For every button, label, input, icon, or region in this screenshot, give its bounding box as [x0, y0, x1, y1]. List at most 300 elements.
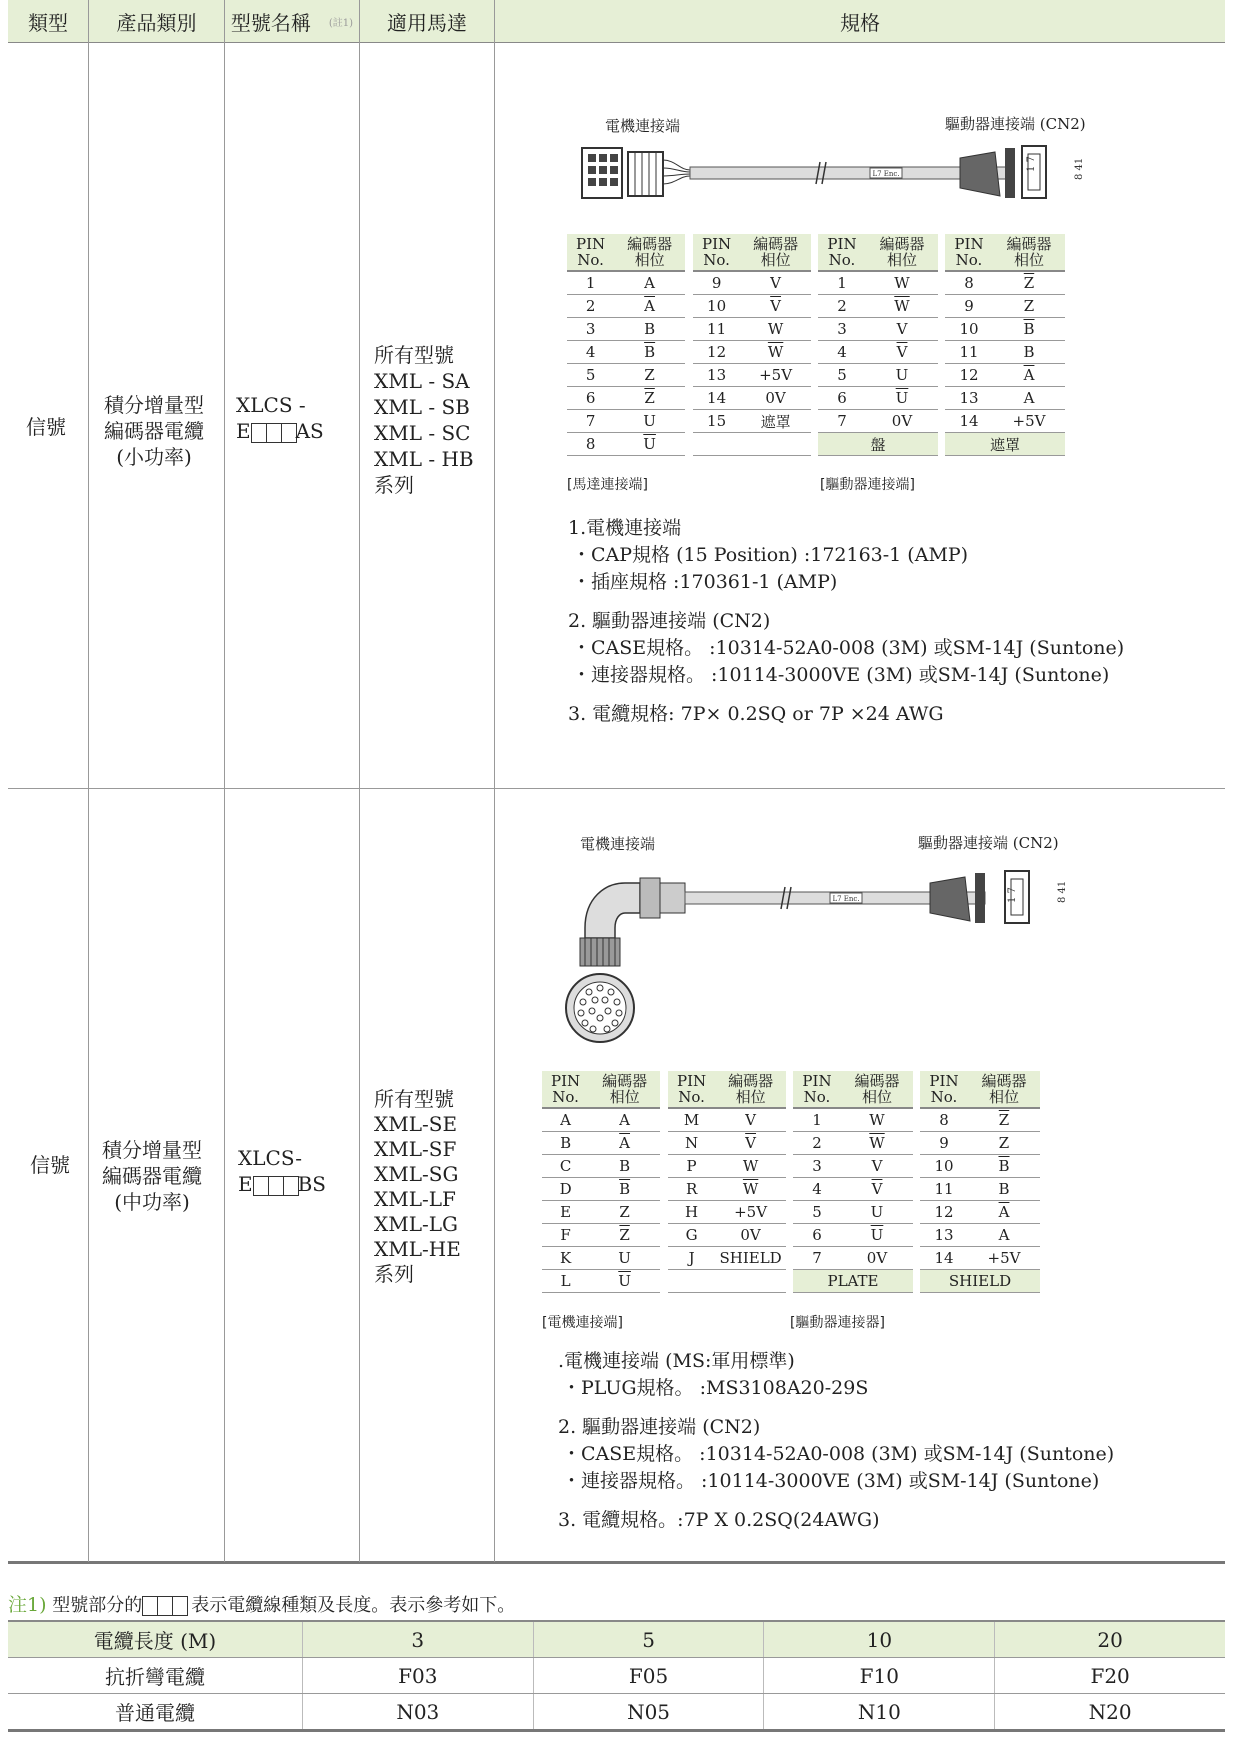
col-divider-4	[494, 0, 495, 1562]
pin-number: 15	[693, 410, 740, 433]
pin-number: 4	[793, 1178, 841, 1201]
table-row	[567, 318, 685, 341]
pin-number: 3	[567, 318, 614, 341]
pin-header-label: 編碼器	[854, 1072, 900, 1090]
pin-phase-value: SHIELD	[719, 1249, 782, 1267]
pin-table-footer: PLATE	[793, 1270, 913, 1293]
pin-number: E	[542, 1201, 589, 1224]
table-row	[920, 1132, 1040, 1155]
table-row	[668, 1132, 786, 1155]
table-row	[920, 1201, 1040, 1224]
motor-item: XML-LG	[374, 1212, 459, 1236]
table-row	[818, 433, 938, 456]
pin-number: B	[542, 1132, 589, 1155]
spec-line: .電機連接端 (MS:軍用標準)	[558, 1350, 795, 1372]
motor-item: XML - SB	[374, 395, 470, 419]
table-row	[542, 1201, 660, 1224]
header-spec: 規格	[495, 0, 1225, 42]
length-cell: F05	[533, 1658, 764, 1694]
pin-phase-value: V	[896, 320, 908, 338]
row2-pin-nums-b: 8 41	[1057, 880, 1068, 903]
motor-item: 系列	[374, 473, 414, 497]
pin-header-label: PIN	[802, 1072, 832, 1090]
pin-number: 7	[818, 410, 866, 433]
motor-item: XML - HB	[374, 447, 474, 471]
table-row	[920, 1247, 1040, 1270]
length-cell: N05	[533, 1694, 764, 1731]
pin-phase-value: $\overline{B}$	[1023, 320, 1035, 338]
table-row	[668, 1270, 786, 1293]
row2-pin-nums-a: 1 7	[1007, 887, 1018, 903]
encoder-phase-header	[740, 234, 811, 271]
table-row	[542, 1224, 660, 1247]
pin-phase-value: $\overline{V}$	[745, 1134, 757, 1152]
table-row	[945, 271, 1065, 295]
length-header-cell: 3	[302, 1621, 533, 1658]
length-cell: F03	[302, 1658, 533, 1694]
pin-number: 4	[818, 341, 866, 364]
spec-line: 2. 驅動器連接端 (CN2)	[568, 610, 771, 632]
table-row	[542, 1178, 660, 1201]
pin-no-header	[920, 1071, 968, 1108]
table-row	[567, 410, 685, 433]
pin-phase-value: W	[767, 320, 784, 338]
table-row	[945, 387, 1065, 410]
table-row	[818, 387, 938, 410]
length-cell: N03	[302, 1694, 533, 1731]
footnote-label: 注1)	[8, 1594, 47, 1616]
pin-phase	[614, 341, 685, 364]
pin-phase-value: A	[998, 1226, 1010, 1244]
pin-phase	[866, 341, 938, 364]
pin-no-header	[693, 234, 740, 271]
pin-header-label: 相位	[886, 251, 917, 269]
pin-header-label: 編碼器	[981, 1072, 1027, 1090]
pin-phase	[589, 1108, 660, 1132]
pin-phase-value: 遮罩	[760, 412, 791, 431]
placeholder-box	[172, 1596, 188, 1616]
header-type: 類型	[8, 0, 88, 42]
pin-number: 13	[693, 364, 740, 387]
pin-no-header	[668, 1071, 715, 1108]
length-cell: F10	[764, 1658, 995, 1694]
pin-number: 8	[945, 271, 993, 295]
pin-table	[793, 1071, 913, 1293]
pin-phase	[993, 364, 1065, 387]
row1-model-e: E	[236, 419, 251, 443]
pin-phase	[968, 1224, 1040, 1247]
pin-phase-value: A	[1023, 389, 1035, 407]
pin-table-footer	[693, 433, 811, 456]
row1-right-caption: [驅動器連接端]	[820, 477, 915, 493]
pin-phase-value: $\overline{A}$	[644, 297, 656, 315]
table-row	[793, 1108, 913, 1132]
header-bottom-line	[8, 42, 1225, 43]
row2-left-caption: [電機連接端]	[542, 1315, 623, 1331]
row1-pin-nums-a: 1 7	[1026, 156, 1037, 172]
pin-number: 10	[693, 295, 740, 318]
pin-number: 1	[818, 271, 866, 295]
pin-header-label: PIN	[551, 1072, 581, 1090]
pin-header-label: PIN	[827, 235, 857, 253]
pin-table	[542, 1071, 660, 1293]
row2-category-line: 積分增量型	[102, 1138, 202, 1162]
table-row	[920, 1108, 1040, 1132]
pin-phase	[715, 1155, 786, 1178]
header-motor: 適用馬達	[360, 0, 494, 42]
pin-phase-value: 0V	[891, 412, 913, 430]
table-row	[542, 1247, 660, 1270]
row1-category-line: (小功率)	[116, 445, 192, 469]
table-row	[668, 1108, 786, 1132]
encoder-phase-header	[968, 1071, 1040, 1108]
pin-phase-value: V	[871, 1157, 883, 1175]
row2-model	[238, 1145, 326, 1197]
table-row	[793, 1270, 913, 1293]
pin-phase-value: Z	[998, 1134, 1010, 1152]
table-row	[920, 1224, 1040, 1247]
pin-phase-value: A	[644, 274, 656, 292]
row2-cable-diagram	[565, 858, 1068, 1048]
pin-phase	[740, 271, 811, 295]
pin-phase-value: B	[619, 1157, 631, 1175]
pin-phase	[968, 1155, 1040, 1178]
table-row	[693, 318, 811, 341]
pin-number: 2	[818, 295, 866, 318]
length-header-row	[8, 1621, 1225, 1658]
row2-model-prefix: XLCS-	[238, 1146, 303, 1170]
pin-phase-value: 0V	[866, 1249, 888, 1267]
spec-line: 2. 驅動器連接端 (CN2)	[558, 1416, 761, 1438]
pin-phase	[841, 1108, 913, 1132]
pin-phase-value: W	[894, 274, 910, 292]
motor-item: XML-LF	[374, 1187, 456, 1211]
motor-item: XML-SE	[374, 1112, 458, 1136]
pin-phase	[993, 318, 1065, 341]
table-row	[8, 1694, 1225, 1731]
pin-phase-value: $\overline{W}$	[742, 1180, 759, 1198]
pin-number: H	[668, 1201, 715, 1224]
row1-cable-tag: L7 Enc.	[872, 170, 900, 178]
row1-model-suffix: AS	[295, 419, 324, 443]
pin-number: 4	[567, 341, 614, 364]
pin-phase	[614, 318, 685, 341]
col-divider-1	[88, 0, 89, 1562]
pin-phase-value: Z	[644, 366, 655, 384]
table-row	[693, 410, 811, 433]
table-row	[818, 410, 938, 433]
spec-line: 3. 電纜規格。:7P X 0.2SQ(24AWG)	[558, 1509, 880, 1531]
pin-phase	[841, 1247, 913, 1270]
pin-header-label: 相位	[861, 1088, 892, 1106]
pin-phase-value: $\overline{W}$	[894, 297, 910, 315]
pin-header-label: No.	[678, 1088, 705, 1106]
table-row	[945, 318, 1065, 341]
table-row	[793, 1132, 913, 1155]
pin-phase	[993, 295, 1065, 318]
pin-phase-value: $\overline{A}$	[619, 1134, 631, 1152]
table-row	[567, 387, 685, 410]
pin-number: A	[542, 1108, 589, 1132]
pin-phase	[866, 295, 938, 318]
pin-header-label: No.	[577, 251, 604, 269]
row1-cable-diagram	[580, 140, 1085, 210]
pin-no-header	[818, 234, 866, 271]
pin-phase-value: $\overline{U}$	[870, 1226, 884, 1244]
pin-phase-value: $\overline{V}$	[871, 1180, 883, 1198]
pin-number: F	[542, 1224, 589, 1247]
pin-phase	[715, 1224, 786, 1247]
pin-phase-value: U	[643, 412, 656, 430]
length-header-cell: 電纜長度 (M)	[8, 1621, 302, 1658]
table-row	[567, 295, 685, 318]
pin-phase-value: $\overline{W}$	[869, 1134, 885, 1152]
row2-type: 信號	[30, 1153, 70, 1177]
pin-phase	[614, 433, 685, 456]
pin-header-label: No.	[930, 1088, 958, 1106]
encoder-phase-header	[589, 1071, 660, 1108]
pin-no-header	[542, 1071, 589, 1108]
pin-number: C	[542, 1155, 589, 1178]
pin-phase	[866, 410, 938, 433]
spec-line: ・插座規格 :170361-1 (AMP)	[572, 571, 838, 593]
pin-phase	[993, 271, 1065, 295]
spec-line: ・CAP規格 (15 Position) :172163-1 (AMP)	[572, 544, 969, 566]
pin-header-label: PIN	[576, 235, 606, 253]
pin-header-label: 相位	[1013, 251, 1044, 269]
pin-number: L	[542, 1270, 589, 1293]
table-row	[693, 364, 811, 387]
encoder-phase-header	[614, 234, 685, 271]
pin-phase	[589, 1270, 660, 1293]
pin-header-label: PIN	[954, 235, 984, 253]
table-row	[668, 1247, 786, 1270]
pin-phase-value: $\overline{B}$	[644, 343, 656, 361]
table-row	[693, 341, 811, 364]
table-row	[693, 387, 811, 410]
pin-header-label: 編碼器	[1006, 235, 1052, 253]
table-row	[542, 1132, 660, 1155]
pin-phase-value: +5V	[734, 1203, 768, 1221]
col-divider-2	[224, 0, 225, 1562]
table-row	[668, 1155, 786, 1178]
row2-category	[102, 1137, 202, 1215]
pin-phase	[993, 410, 1065, 433]
pin-number: 10	[945, 318, 993, 341]
pin-table-footer	[668, 1270, 786, 1293]
table-row	[8, 1658, 1225, 1694]
pin-number: 14	[693, 387, 740, 410]
pin-phase	[841, 1201, 913, 1224]
table-row	[567, 433, 685, 456]
pin-number: P	[668, 1155, 715, 1178]
pin-table	[945, 234, 1065, 456]
placeholder-box	[266, 423, 282, 443]
pin-phase-value: $\overline{V}$	[896, 343, 908, 361]
table-row	[668, 1178, 786, 1201]
table-row	[693, 433, 811, 456]
pin-header-label: 相位	[760, 251, 791, 269]
pin-phase	[740, 410, 811, 433]
pin-no-header	[945, 234, 993, 271]
pin-header-label: No.	[828, 251, 856, 269]
pin-number: 6	[567, 387, 614, 410]
pin-phase-value: U	[618, 1249, 631, 1267]
length-header-cell: 10	[764, 1621, 995, 1658]
pin-no-header	[567, 234, 614, 271]
pin-number: 5	[818, 364, 866, 387]
table-row	[920, 1270, 1040, 1293]
table-row	[945, 364, 1065, 387]
pin-header-label: No.	[703, 251, 730, 269]
col-divider-3	[359, 0, 360, 1562]
pin-phase-value: $\overline{B}$	[619, 1180, 631, 1198]
pin-phase	[968, 1247, 1040, 1270]
table-row	[668, 1201, 786, 1224]
row1-category-line: 積分增量型	[104, 393, 204, 417]
pin-phase-value: 0V	[765, 389, 786, 407]
cable-length-table	[8, 1620, 1225, 1732]
pin-number: 13	[945, 387, 993, 410]
pin-phase	[740, 295, 811, 318]
table-row	[818, 341, 938, 364]
spec-line: 1.電機連接端	[568, 517, 682, 539]
pin-phase-value: 0V	[740, 1226, 761, 1244]
pin-number: 12	[693, 341, 740, 364]
table-row	[793, 1155, 913, 1178]
pin-phase	[841, 1178, 913, 1201]
pin-phase	[866, 271, 938, 295]
spec-line: ・PLUG規格。 :MS3108A20-29S	[562, 1377, 869, 1399]
row2-motor-label: 電機連接端	[580, 835, 656, 853]
pin-phase	[968, 1201, 1040, 1224]
spec-line: ・CASE規格。 :10314-52A0-008 (3M) 或SM-14J (Suntone)	[562, 1443, 1115, 1465]
placeholder-box	[142, 1596, 158, 1616]
pin-number: K	[542, 1247, 589, 1270]
pin-phase-value: $\overline{U}$	[618, 1272, 631, 1290]
length-cell: N10	[764, 1694, 995, 1731]
pin-number: 3	[818, 318, 866, 341]
pin-table	[920, 1071, 1040, 1293]
pin-phase	[589, 1224, 660, 1247]
motor-item: XML - SC	[374, 421, 471, 445]
pin-phase	[866, 364, 938, 387]
motor-item: 所有型號	[374, 1087, 454, 1111]
pin-number: M	[668, 1108, 715, 1132]
row1-category	[104, 392, 204, 470]
pin-number: 11	[945, 341, 993, 364]
pin-header-label: PIN	[702, 235, 732, 253]
table-row	[567, 364, 685, 387]
pin-phase-value: $\overline{Z}$	[619, 1226, 630, 1244]
pin-phase	[715, 1132, 786, 1155]
pin-phase	[715, 1178, 786, 1201]
pin-number: 1	[793, 1108, 841, 1132]
pin-phase	[740, 387, 811, 410]
row2-category-line: (中功率)	[114, 1190, 190, 1214]
pin-phase-value: A	[619, 1111, 631, 1129]
pin-phase	[968, 1108, 1040, 1132]
footnote	[8, 1590, 515, 1617]
row1-motor-label: 電機連接端	[605, 117, 681, 135]
motor-item: 所有型號	[374, 343, 454, 367]
pin-number: N	[668, 1132, 715, 1155]
table-row	[793, 1247, 913, 1270]
table-row	[945, 295, 1065, 318]
length-header-cell: 20	[995, 1621, 1225, 1658]
pin-phase	[589, 1247, 660, 1270]
row2-motors	[374, 1087, 461, 1287]
pin-phase-value: $\overline{A}$	[998, 1203, 1010, 1221]
pin-number: 13	[920, 1224, 968, 1247]
pin-number: 10	[920, 1155, 968, 1178]
pin-phase-value: Z	[1023, 297, 1035, 315]
pin-number: J	[668, 1247, 715, 1270]
pin-phase-value: U	[870, 1203, 884, 1221]
pin-phase-value: $\overline{Z}$	[1023, 274, 1035, 292]
table-row	[542, 1108, 660, 1132]
pin-phase	[866, 318, 938, 341]
table-row	[793, 1178, 913, 1201]
row2-model-e: E	[238, 1172, 253, 1196]
table-row	[542, 1155, 660, 1178]
pin-phase-value: $\overline{U}$	[643, 435, 656, 453]
pin-number: 12	[920, 1201, 968, 1224]
pin-phase	[841, 1132, 913, 1155]
table-row	[693, 295, 811, 318]
spec-line: ・CASE規格。 :10314-52A0-008 (3M) 或SM-14J (Suntone)	[572, 637, 1125, 659]
pin-phase	[740, 364, 811, 387]
pin-number: 7	[567, 410, 614, 433]
pin-number: G	[668, 1224, 715, 1247]
row1-type: 信號	[26, 415, 66, 439]
footnote-before: 型號部分的	[52, 1595, 143, 1616]
table-row	[793, 1224, 913, 1247]
pin-table	[567, 234, 685, 456]
table-row	[945, 341, 1065, 364]
pin-header-label: 編碼器	[728, 1072, 774, 1090]
pin-number: 5	[793, 1201, 841, 1224]
placeholder-box	[281, 423, 297, 443]
motor-item: XML-SG	[374, 1162, 459, 1186]
pin-header-label: 編碼器	[627, 235, 673, 253]
pin-number: 9	[920, 1132, 968, 1155]
pin-phase-value: W	[869, 1111, 885, 1129]
row1-model	[236, 392, 324, 444]
pin-phase-value: B	[1023, 343, 1035, 361]
spec-line: 3. 電纜規格: 7P× 0.2SQ or 7P ×24 AWG	[568, 703, 944, 725]
pin-phase	[589, 1178, 660, 1201]
pin-phase-value: $\overline{Z}$	[998, 1111, 1010, 1129]
pin-phase	[866, 387, 938, 410]
row1-category-line: 編碼器電纜	[104, 419, 204, 443]
motor-item: XML-HE	[374, 1237, 461, 1261]
table-row	[668, 1224, 786, 1247]
pin-phase	[614, 410, 685, 433]
pin-header-label: 編碼器	[753, 235, 799, 253]
table-row	[567, 271, 685, 295]
row2-drive-label: 驅動器連接端 (CN2)	[918, 834, 1059, 852]
pin-number: 8	[920, 1108, 968, 1132]
pin-number: 2	[793, 1132, 841, 1155]
footnote-after: 表示電纜線種類及長度。表示參考如下。	[191, 1595, 516, 1616]
table-bottom-line	[8, 1561, 1225, 1564]
pin-phase	[589, 1132, 660, 1155]
table-row	[818, 295, 938, 318]
spec-line: ・連接器規格。 :10114-3000VE (3M) 或SM-14J (Suntone)	[572, 664, 1110, 686]
pin-phase-value: +5V	[1012, 412, 1046, 430]
pin-phase	[614, 387, 685, 410]
